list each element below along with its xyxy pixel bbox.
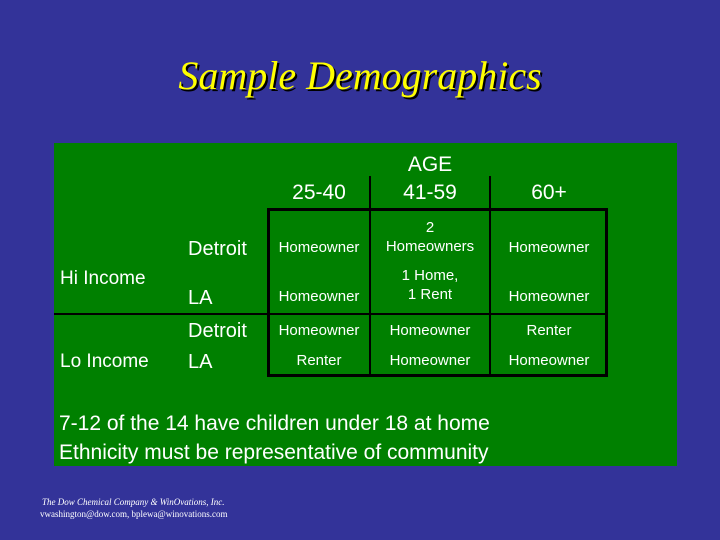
demographics-panel bbox=[54, 143, 677, 466]
footer-company: The Dow Chemical Company & WinOvations, Inc. bbox=[42, 497, 225, 507]
cell-line: 2 Homeowners bbox=[385, 219, 475, 255]
column-header: 41-59 bbox=[403, 181, 457, 204]
table-cell: Homeowner bbox=[389, 322, 471, 339]
city-label: LA bbox=[188, 351, 213, 373]
table-cell: Homeowner bbox=[508, 239, 590, 256]
income-label: Lo Income bbox=[60, 351, 149, 372]
table-cell: Homeowner bbox=[389, 352, 471, 369]
age-group-header: AGE bbox=[407, 153, 453, 176]
grid-line bbox=[267, 374, 607, 377]
income-label: Hi Income bbox=[60, 268, 146, 289]
table-cell: Homeowner bbox=[508, 288, 590, 305]
column-header: 25-40 bbox=[292, 181, 346, 204]
table-cell: Homeowner bbox=[508, 352, 590, 369]
table-cell: Renter bbox=[526, 322, 572, 339]
table-cell: Homeowner bbox=[278, 288, 360, 305]
grid-line bbox=[54, 313, 607, 315]
city-label: Detroit bbox=[188, 320, 247, 342]
slide-title: Sample Demographics bbox=[178, 53, 542, 98]
notes bbox=[59, 409, 490, 467]
table-cell bbox=[371, 266, 489, 304]
city-label: Detroit bbox=[188, 238, 247, 260]
footer-emails: vwashington@dow.com, bplewa@winovations.com bbox=[40, 509, 228, 519]
note-line: Ethnicity must be representative of community bbox=[59, 441, 489, 464]
table-cell bbox=[371, 218, 489, 256]
grid-line bbox=[489, 176, 491, 377]
table-cell: Renter bbox=[296, 352, 342, 369]
column-header: 60+ bbox=[531, 181, 567, 204]
note-line: 7-12 of the 14 have children under 18 at home bbox=[59, 412, 490, 435]
grid-line bbox=[267, 208, 607, 211]
table-cell: Homeowner bbox=[278, 239, 360, 256]
city-label: LA bbox=[188, 287, 213, 309]
cell-line: 1 Home, 1 Rent bbox=[401, 267, 459, 303]
table-cell: Homeowner bbox=[278, 322, 360, 339]
